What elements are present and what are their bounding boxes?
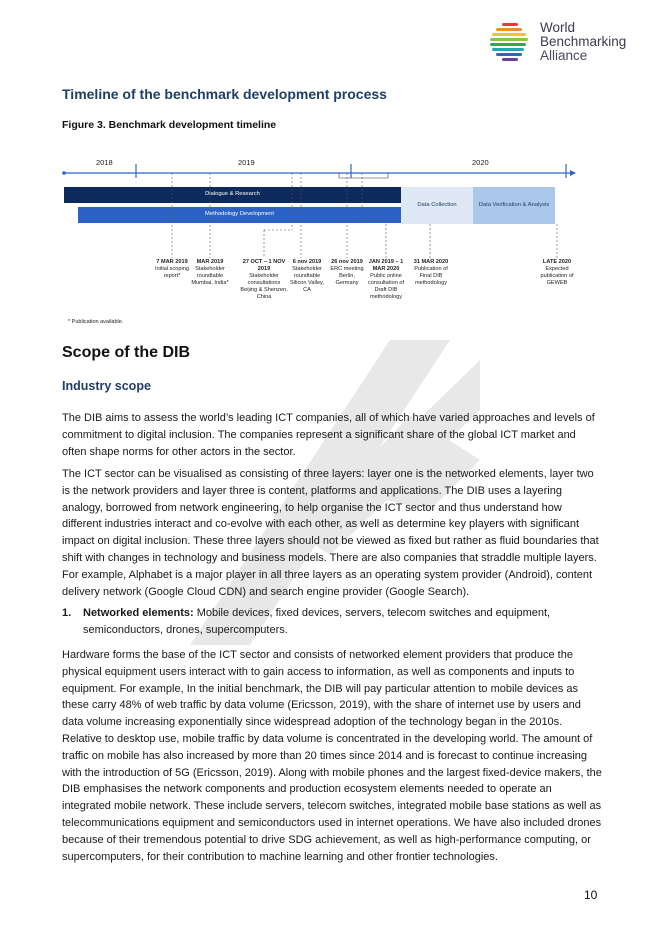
industry-scope-title: Industry scope xyxy=(62,379,151,393)
list-item-bold: Networked elements: xyxy=(83,607,194,619)
timeline-axis xyxy=(60,150,580,320)
logo-line-3: Alliance xyxy=(540,48,588,63)
timeline-figure xyxy=(60,150,580,320)
timeline-footnote: * Publication available. xyxy=(68,319,124,325)
timeline-event: LATE 2020 Expected publication of GEWEB xyxy=(540,259,574,286)
timeline-event: 26 nov 2019 ERC meeting Berlin, Germany xyxy=(330,259,364,286)
figure-title: Figure 3. Benchmark development timeline xyxy=(62,119,277,131)
bar-dialogue-research: Dialogue & Research xyxy=(205,191,260,197)
year-label-2020: 2020 xyxy=(472,158,489,167)
wba-logo xyxy=(488,18,648,68)
list-item-networked-elements xyxy=(62,605,602,639)
logo-line-1: World xyxy=(540,20,576,35)
bar-methodology-development: Methodology Development xyxy=(205,211,274,217)
page-number: 10 xyxy=(584,888,598,902)
timeline-event: JAN 2019 – 1 MAR 2020 Public online consultation of Draft DIB methodology xyxy=(367,259,405,300)
timeline-event: 7 MAR 2019 Initial scoping report* xyxy=(155,259,189,279)
globe-logo-icon xyxy=(488,22,536,64)
list-number: 1. xyxy=(62,607,72,619)
year-label-2019: 2019 xyxy=(238,158,255,167)
scope-title: Scope of the DIB xyxy=(62,344,191,361)
bar-data-verification: Data Verification & Analysis xyxy=(478,202,550,208)
paragraph-2: The ICT sector can be visualised as consisting of three layers: layer one is the networked elements, layer two is the network providers and layer three is content, platforms and applications. The DIB uses a layering analogy, borrowed from network engineering, to help organise the ICT sector and thus understand how different industries interact and co-evolve with each other, as well as determine key players with significant impact on digital inclusion. These three layers should not be viewed as fixed but rather as fluid boundaries that shift with changes in technology and business models. There are also companies that straddle multiple layers. For example, Alphabet is a major player in all three layers as an operating system provider (Android), content delivery network (Google Cloud CDN) and search engine provider (Google Search). xyxy=(62,468,599,598)
list-item-text: Mobile devices, fixed devices, servers, telecom switches and equipment, semiconductors, drones, supercomputers. xyxy=(83,607,551,636)
timeline-event: MAR 2019 Stakeholder roundtable Mumbai, India* xyxy=(191,259,229,286)
paragraph-1: The DIB aims to assess the world’s leading ICT companies, all of which have varied approaches and levels of commitment to digital inclusion. The companies represent a significant share of the global ICT market and often shape norms for other actors in the sector. xyxy=(62,412,595,458)
year-label-2018: 2018 xyxy=(96,158,113,167)
section-title: Timeline of the benchmark development process xyxy=(62,86,387,102)
timeline-event: 31 MAR 2020 Publication of Final DIB methodology xyxy=(413,259,449,286)
logo-line-2: Benchmarking xyxy=(540,34,627,49)
bar-data-collection: Data Collection xyxy=(417,202,457,208)
paragraph-3: Hardware forms the base of the ICT sector and consists of networked element providers that produce the physical equipment users interact with to gain access to information, as well as components and inputs to equipment. For example, In the initial benchmark, the DIB will pay particular attention to mobile devices as these carry 48% of web traffic by data volume (Ericsson, 2019), with the share of internet use by users and data volume increasing exponentially since widespread adoption of the technology began in the 2010s. Relative to desktop use, mobile traffic by data volume is concentrated in the developing world. The amount of traffic on mobile has also increased by more than 20 times since 2014 and is forecast to continue increasing with the introduction of 5G (Ericsson, 2019). Along with mobile phones and the largest fixed-device makers, the DIB emphasises the network components and production ecosystem elements needed to operate an integrated mobile network. These include servers, telecom switches, integrated mobile base stations as well as telecommunications equipment and semiconductors used in internet operations. We have also included drones because of their tremendous potential to drive SDG achievement, as well as high-performance computing, or supercomputers, for their contribution to machine learning and other frontier technologies. xyxy=(62,649,602,863)
timeline-event: 27 OCT – 1 NOV 2019 Stakeholder consultations Beijing & Shenzen, China xyxy=(240,259,288,300)
timeline-event: 6 nov 2019 Stakeholder roundtable Silicon Valley, CA xyxy=(290,259,324,293)
